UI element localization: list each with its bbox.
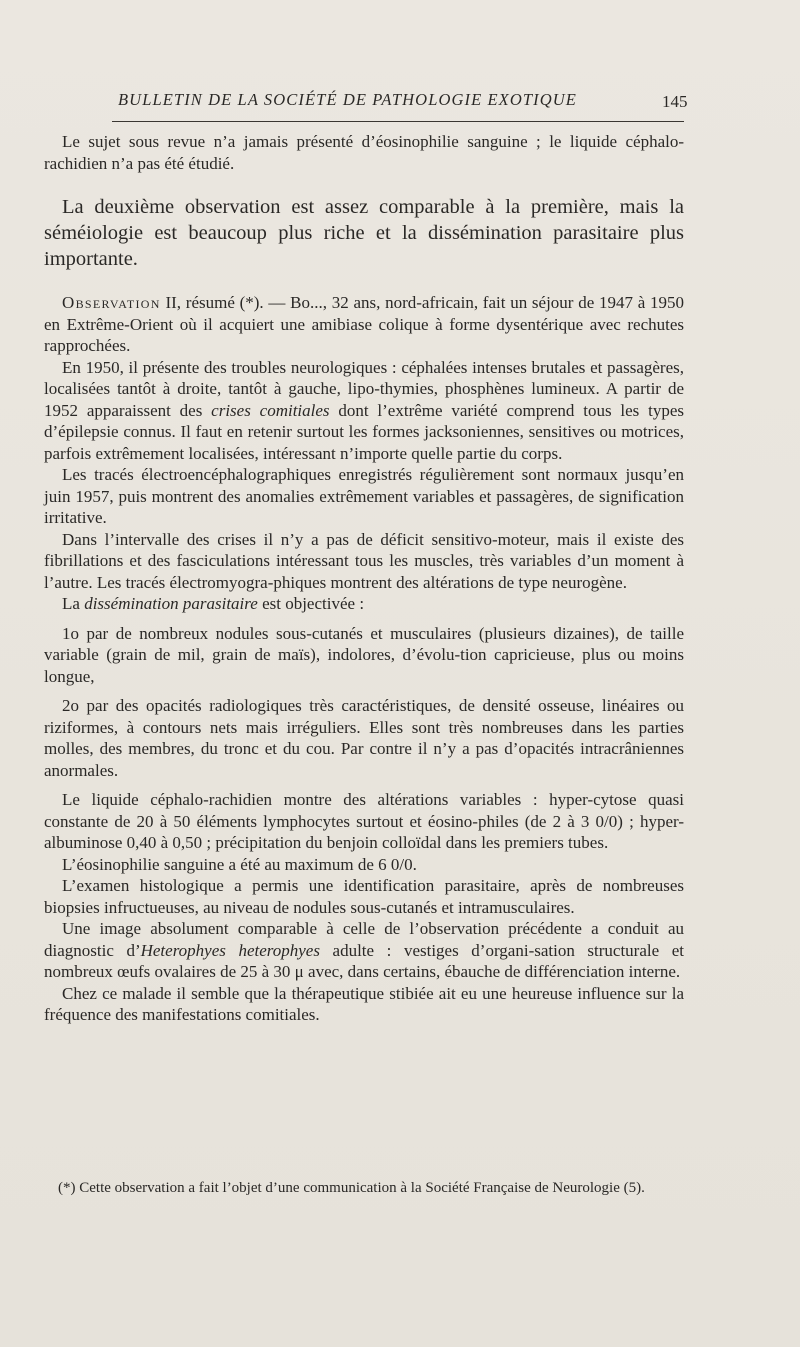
paragraph-eosinophilia: L’éosinophilie sanguine a été au maximum de 6 0/0. bbox=[62, 854, 417, 874]
paragraph-1950 bbox=[44, 357, 684, 465]
article-body bbox=[44, 131, 684, 1026]
text-span: est objectivée : bbox=[257, 594, 365, 613]
paragraph-interval: Dans l’intervalle des crises il n’y a pas de déficit sensitivo-moteur, mais il existe des fibrillations et des fasciculations intéressant tous les muscles, très variables d’un moment à l’autre. Les tracés électromyogra-phiques montrent des altérations de type neurogène. bbox=[44, 529, 684, 592]
paragraph-image bbox=[44, 918, 684, 983]
text-span: Une image absolument comparable à celle de l’observation précédente a conduit au diagnostic d’ bbox=[44, 919, 684, 960]
text-span: En 1950, il présente des troubles neurologiques : céphalées intenses brutales et passagères, localisées tantôt à droite, tantôt à gauche, lipo-thymies, phosphènes lumineux. A partir de 1952 apparaissent des bbox=[44, 357, 684, 420]
paragraph-item-1: 1o par de nombreux nodules sous-cutanés et musculaires (plusieurs dizaines), de taille variable (grain de mil, grain de maïs), indolores, d’évolu-tion capricieuse, plus ou moins longue, bbox=[44, 623, 684, 686]
page-number: 145 bbox=[662, 92, 688, 111]
paragraph-histology: L’examen histologique a permis une identification parasitaire, après de nombreuses biopsies infructueuses, au niveau de nodules sous-cutanés et intramusculaires. bbox=[44, 876, 684, 917]
text-span: adulte : vestiges d’organi-sation structurale et nombreux œufs ovalaires de 25 à 30 μ avec, dans certains, ébauche de différenciation interne. bbox=[44, 940, 684, 981]
emphasis: dissémination parasitaire bbox=[84, 594, 258, 613]
text-span: La bbox=[62, 594, 85, 613]
paragraph-intro: La deuxième observation est assez comparable à la première, mais la séméiologie est beaucoup plus riche et la dissémination parasitaire plus importante. bbox=[44, 196, 684, 270]
running-header: BULLETIN DE LA SOCIÉTÉ DE PATHOLOGIE EXOTIQUE bbox=[118, 90, 577, 109]
emphasis: crises comitiales bbox=[211, 400, 330, 420]
paragraph-dissemination bbox=[44, 593, 684, 615]
text-span: dont l’extrême variété comprend tous les types d’épilepsie connus. Il faut en retenir surtout les formes jacksoniennes, sensitives ou motrices, parfois extrêmement localisées, intéressant n’importe quelle partie du corps. bbox=[44, 400, 685, 463]
footnote: (*) Cette observation a fait l’objet d’une communication à la Société Française de Neurologie (5). bbox=[58, 1180, 645, 1196]
paragraph-therapy: Chez ce malade il semble que la thérapeutique stibiée ait eu une heureuse influence sur la fréquence des manifestations comitiales. bbox=[44, 983, 684, 1024]
paragraph-eeg: Les tracés électroencéphalographiques enregistrés régulièrement sont normaux jusqu’en juin 1957, puis montrent des anomalies extrêmement variables et passagères, de signification irritative. bbox=[44, 465, 684, 527]
header-rule bbox=[112, 121, 684, 122]
emphasis: Heterophyes heterophyes bbox=[140, 940, 320, 960]
observation-text: II, résumé (*). — Bo..., 32 ans, nord-africain, fait un séjour de 1947 à 1950 en Extrême-Orient où il acquiert une amibiase colique à forme dysentérique avec rechutes rapprochées. bbox=[44, 293, 684, 355]
paragraph-observation bbox=[44, 292, 684, 357]
paragraph-item-2: 2o par des opacités radiologiques très caractéristiques, de densité osseuse, linéaires ou riziformes, à contours nets mais irréguliers. Elles sont très nombreuses dans les parties molles, des membres, du tronc et du cou. Par contre il n’y a pas d’opacités intracrâniennes anormales. bbox=[44, 696, 684, 780]
observation-lead: Observation bbox=[62, 293, 161, 312]
paragraph-subject: Le sujet sous revue n’a jamais présenté d’éosinophilie sanguine ; le liquide céphalo-rachidien n’a pas été étudié. bbox=[44, 132, 684, 173]
paragraph-lcr: Le liquide céphalo-rachidien montre des altérations variables : hyper-cytose quasi constante de 20 à 50 éléments lymphocytes surtout et éosino-philes (de 2 à 3 0/0) ; hyper-albuminose 0,40 à 0,50 ; précipitation du benjoin colloïdal dans les premiers tubes. bbox=[44, 790, 684, 852]
